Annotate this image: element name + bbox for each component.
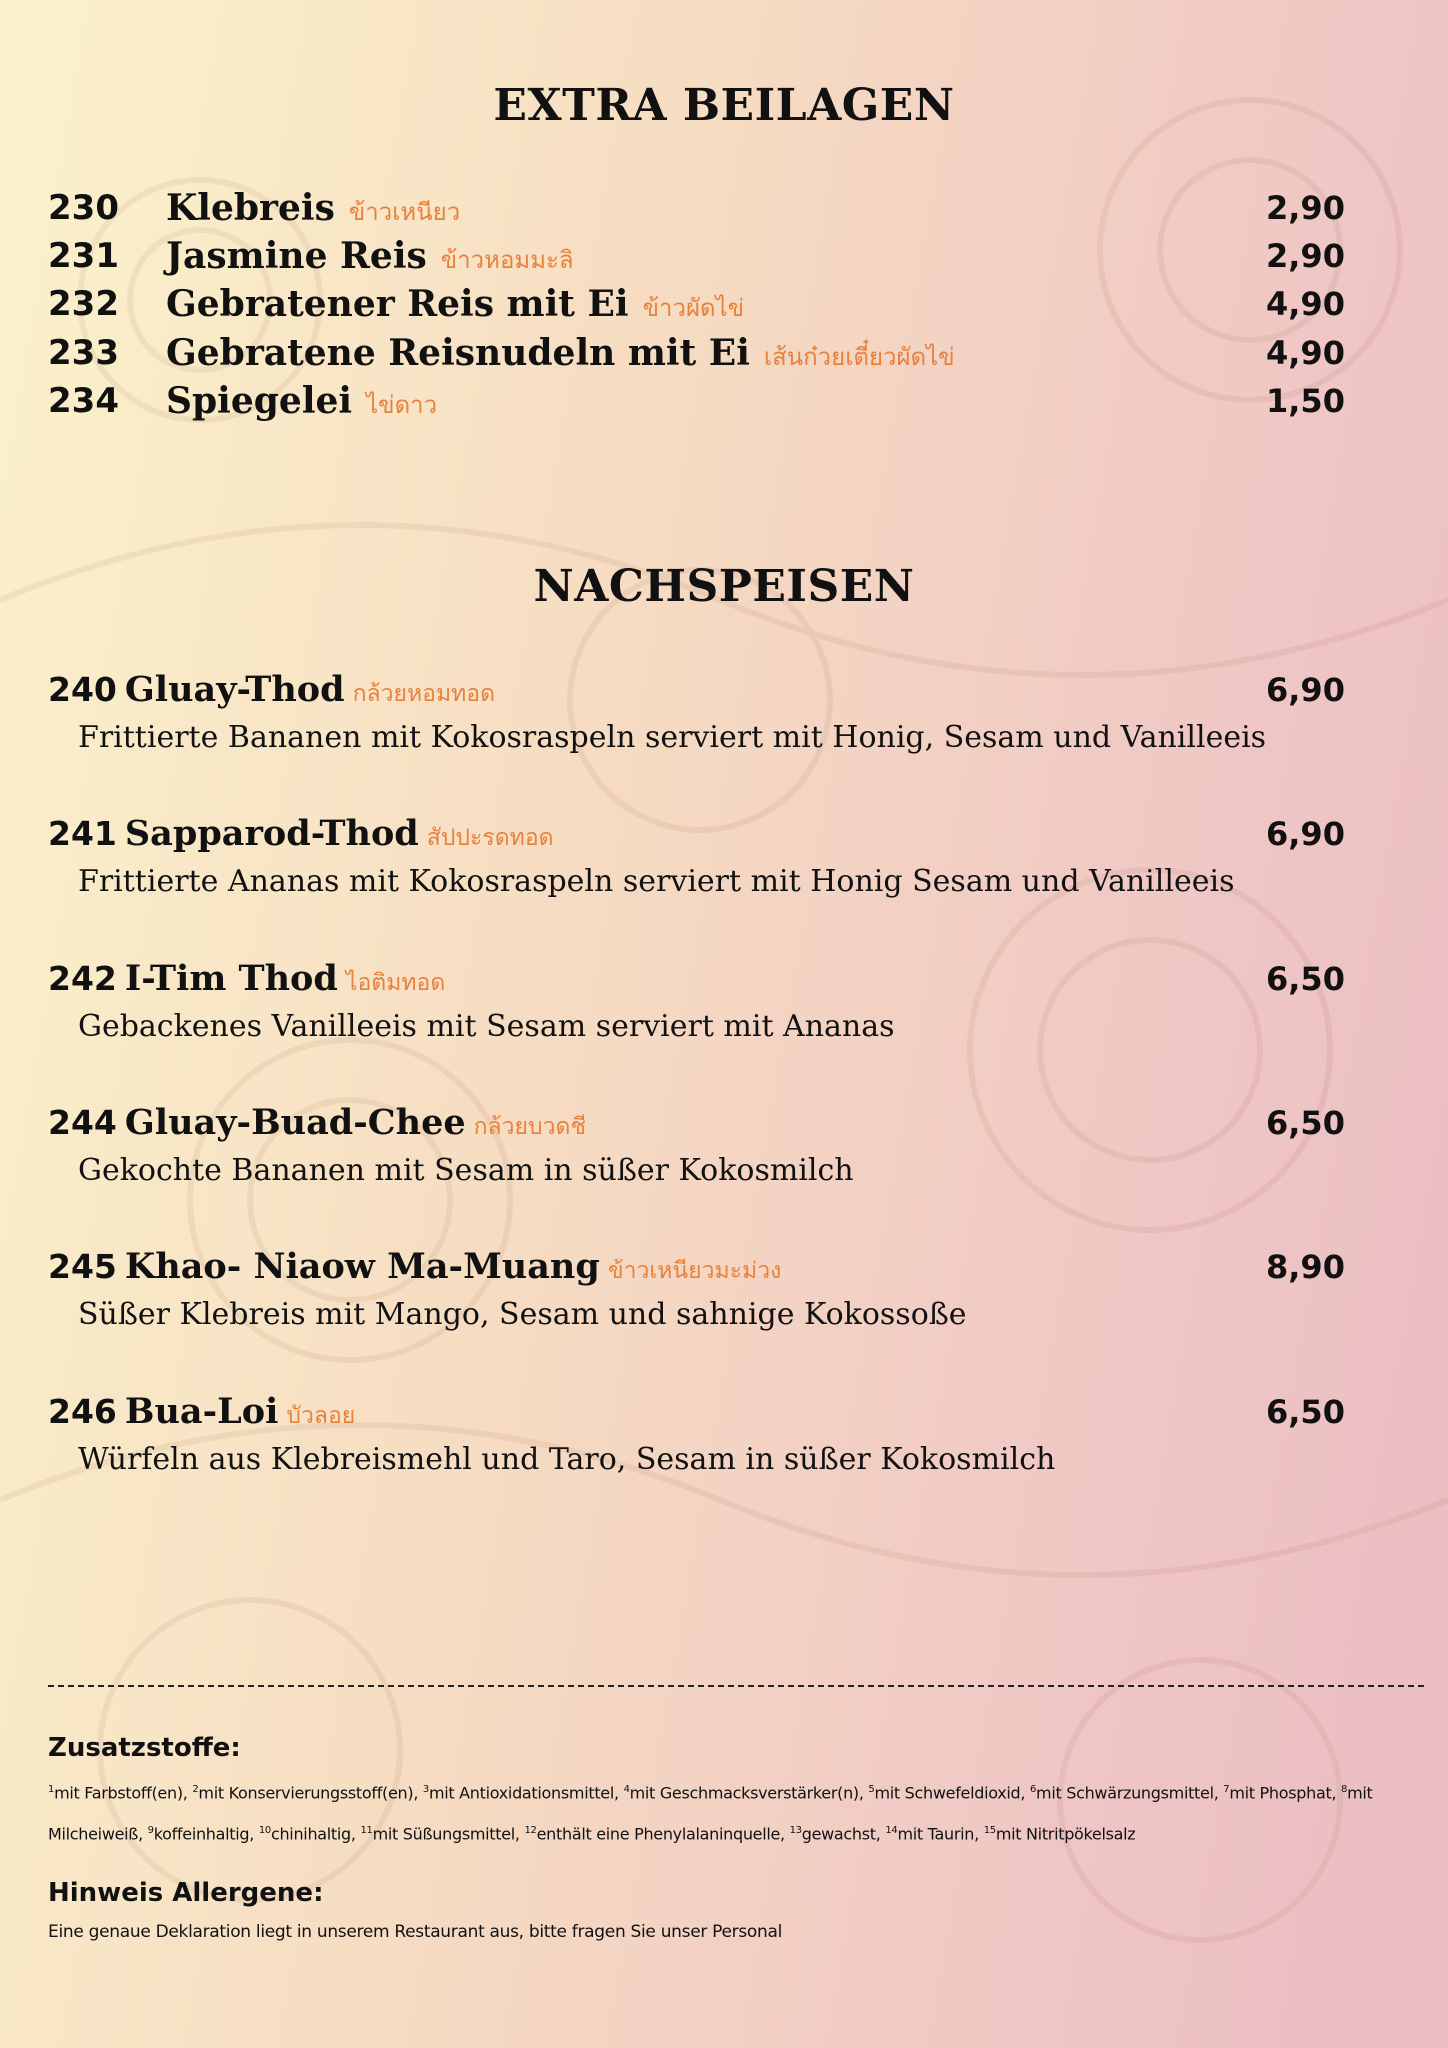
item-name: Jasmine Reis <box>166 235 427 277</box>
item-price: 4,90 <box>1266 285 1345 323</box>
item-thai-name: ข้าวเหนียว <box>348 198 461 226</box>
side-item <box>48 377 1348 425</box>
item-number: 242 <box>48 959 117 998</box>
item-price: 6,90 <box>1266 815 1345 853</box>
additive-label: chinihaltig, <box>270 1824 361 1844</box>
dessert-header <box>48 808 1408 860</box>
side-item <box>48 280 1348 328</box>
item-price: 2,90 <box>1266 237 1345 275</box>
desserts-title: NACHSPEISEN <box>533 561 915 612</box>
item-name: I-Tim Thod <box>124 958 338 999</box>
item-description: Frittierte Bananen mit Kokosraspeln serviert mit Honig, Sesam und Vanilleeis <box>78 720 1267 755</box>
item-name: Gebratene Reisnudeln mit Ei <box>166 332 750 374</box>
item-price: 6,50 <box>1266 960 1345 998</box>
additive-number: 12 <box>524 1825 537 1837</box>
additive-label: mit Antioxidationsmittel, <box>428 1783 624 1803</box>
item-thai-name: กล้วยหอมทอด <box>352 681 496 707</box>
additive-label: koffeinhaltig, <box>153 1824 259 1844</box>
item-number: 233 <box>48 333 119 373</box>
item-name-group <box>166 377 437 432</box>
dessert-item <box>48 1386 1408 1482</box>
item-price: 1,50 <box>1266 382 1345 420</box>
item-number: 246 <box>48 1392 117 1431</box>
item-thai-name: ไข่ดาว <box>366 391 438 419</box>
dessert-item <box>48 664 1408 760</box>
item-number: 240 <box>48 670 117 709</box>
additive-label: mit Geschmacksverstärker(n), <box>629 1783 869 1803</box>
item-thai-name: กล้วยบวดชี <box>473 1114 587 1140</box>
item-number: 232 <box>48 284 119 324</box>
item-name: Gluay-Buad-Chee <box>124 1102 466 1143</box>
additive-number: 6 <box>1029 1784 1037 1795</box>
additive-label: mit Farbstoff(en), <box>54 1783 193 1803</box>
item-price: 6,90 <box>1266 671 1345 709</box>
additive-label: mit Schwefeldioxid, <box>874 1783 1030 1803</box>
dessert-item <box>48 1097 1408 1193</box>
item-number: 245 <box>48 1247 117 1286</box>
item-thai-name: เส้นก๋วยเตี๋ยวผัดไข่ <box>763 343 955 371</box>
additive-number: 9 <box>147 1825 154 1837</box>
item-thai-name: ข้าวเหนียวมะม่วง <box>607 1258 782 1284</box>
item-number: 230 <box>48 188 119 228</box>
item-description: Gekochte Bananen mit Sesam in süßer Kokosmilch <box>78 1153 854 1188</box>
item-price: 4,90 <box>1266 334 1345 372</box>
side-item <box>48 184 1348 232</box>
additive-number: 14 <box>885 1825 898 1837</box>
item-name: Sapparod-Thod <box>124 813 419 854</box>
item-description: Würfeln aus Klebreismehl und Taro, Sesam in süßer Kokosmilch <box>78 1442 1056 1477</box>
dessert-header <box>48 664 1408 716</box>
additive-label: mit Milcheiweiß, <box>48 1783 1373 1844</box>
item-thai-name: ข้าวหอมมะลิ <box>440 246 574 274</box>
additive-number: 8 <box>1341 1784 1348 1795</box>
dessert-item <box>48 808 1408 904</box>
additive-number: 1 <box>48 1784 55 1795</box>
dessert-header <box>48 1241 1408 1293</box>
item-name: Klebreis <box>166 187 335 229</box>
item-name: Gluay-Thod <box>124 669 345 710</box>
side-item <box>48 232 1348 280</box>
additive-number: 10 <box>258 1825 271 1837</box>
item-name: Spiegelei <box>166 380 353 422</box>
additive-number: 2 <box>192 1784 199 1795</box>
additive-number: 11 <box>360 1825 373 1837</box>
item-price: 2,90 <box>1266 189 1345 227</box>
item-name-group <box>166 280 744 335</box>
additive-number: 7 <box>1223 1784 1230 1795</box>
dessert-header <box>48 953 1408 1005</box>
additive-label: mit Konservierungsstoff(en), <box>198 1783 423 1803</box>
dessert-item <box>48 1241 1408 1337</box>
item-number: 241 <box>48 814 117 853</box>
item-number: 244 <box>48 1103 117 1142</box>
additive-label: mit Süßungsmittel, <box>372 1824 525 1844</box>
additive-label: mit Nitritpökelsalz <box>995 1824 1136 1844</box>
additive-number: 3 <box>422 1784 429 1795</box>
additive-number: 13 <box>789 1825 802 1837</box>
item-thai-name: ไอติมทอด <box>345 970 446 996</box>
item-thai-name: ข้าวผัดไข่ <box>642 294 745 322</box>
side-item <box>48 329 1348 377</box>
item-price: 6,50 <box>1266 1393 1345 1431</box>
dessert-item <box>48 953 1408 1049</box>
item-number: 231 <box>48 236 119 276</box>
allergen-title: Hinweis Allergene: <box>48 1878 324 1908</box>
additive-number: 15 <box>983 1825 996 1837</box>
additive-label: gewachst, <box>801 1824 886 1844</box>
item-description: Gebackenes Vanilleeis mit Sesam serviert mit Ananas <box>78 1009 895 1044</box>
extra-sides-title: EXTRA BEILAGEN <box>493 80 955 131</box>
additives-title: Zusatzstoffe: <box>48 1733 241 1763</box>
additive-label: enthält eine Phenylalaninquelle, <box>536 1824 790 1844</box>
additive-label: mit Phosphat, <box>1229 1783 1342 1803</box>
additive-number: 5 <box>868 1784 875 1795</box>
item-thai-name: บัวลอย <box>286 1403 356 1429</box>
item-name-group <box>166 329 955 384</box>
item-name: Gebratener Reis mit Ei <box>166 283 629 325</box>
footer-divider <box>48 1685 1424 1687</box>
item-price: 6,50 <box>1266 1104 1345 1142</box>
additive-label: mit Taurin, <box>897 1824 984 1844</box>
dessert-header <box>48 1097 1408 1149</box>
item-description: Frittierte Ananas mit Kokosraspeln serviert mit Honig Sesam und Vanilleeis <box>78 864 1235 899</box>
item-number: 234 <box>48 381 119 421</box>
additive-number: 4 <box>623 1784 630 1795</box>
item-name: Bua-Loi <box>124 1391 279 1432</box>
additives-text <box>48 1771 1424 1854</box>
allergen-text: Eine genaue Deklaration liegt in unserem Restaurant aus, bitte fragen Sie unser Personal <box>48 1922 783 1942</box>
dessert-header <box>48 1386 1408 1438</box>
item-name-group <box>166 232 574 287</box>
item-name-group <box>166 184 460 239</box>
item-description: Süßer Klebreis mit Mango, Sesam und sahnige Kokossoße <box>78 1297 967 1332</box>
item-thai-name: สัปปะรดทอด <box>426 825 554 851</box>
item-name: Khao- Niaow Ma-Muang <box>124 1246 600 1287</box>
item-price: 8,90 <box>1266 1248 1345 1286</box>
additive-label: mit Schwärzungsmittel, <box>1036 1783 1224 1803</box>
